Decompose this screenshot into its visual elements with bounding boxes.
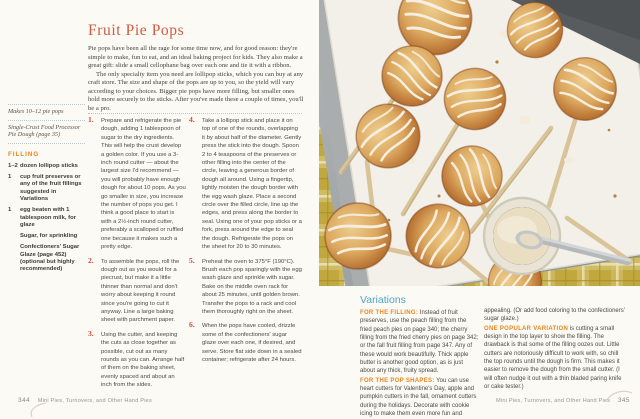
ingredient-qty: 1: [8, 174, 12, 181]
variation-lead: ONE POPULAR VARIATION: [484, 325, 569, 332]
pie-pops-illustration: [319, 0, 640, 286]
ingredient-item: [8, 207, 85, 229]
step-1: [88, 117, 186, 252]
ingredient-text: Confectioners' Sugar Glaze (page 452) (optional but highly recommended): [20, 244, 80, 273]
filling-header: FILLING: [8, 150, 40, 158]
ingredient-text: Sugar, for sprinkling: [20, 233, 78, 240]
yield-note: Makes 10–12 pie pops: [8, 108, 64, 115]
dough-reference: Single-Crust Food Processor Pie Dough (page 35): [8, 123, 81, 139]
footer-flourish: [26, 402, 48, 418]
step-2: [88, 255, 186, 325]
ingredient-qty: 1: [8, 207, 12, 214]
ingredient-item: [8, 244, 85, 273]
ingredient-item: [8, 163, 85, 170]
variation-text: is cutting a small design in the top layer to show the filling. The drawback is that some of the filling oozes out. Little cutters are notoriously difficult to work with, so chill the top rounds until the dough is firm. This makes it easier to remove the dough from the small cutter. (I will often nudge it out with a thin bladed paring knife or cake tester.): [484, 325, 622, 391]
divider: [88, 113, 302, 114]
ingredient-list: [8, 163, 85, 274]
ingredient-qty: [8, 244, 20, 273]
step-text: When the pops have cooled, drizzle some of the confectioners' sugar glaze over each one, if desired, and serve. Store flat side down in a sealed container; refrigerate after 24 hours.: [202, 323, 302, 363]
variation-lead: FOR THE FILLING:: [360, 310, 419, 316]
variations-column-1: [360, 309, 479, 419]
ingredient-item: [8, 174, 85, 203]
step-text: Preheat the oven to 375°F (190°C). Brush each pop sparingly with the egg wash glaze and sprinkle with sugar. Bake on the middle oven rack for about 25 minutes, until golden brown. Transfer the pops to a rack and cool them thoroughly right on the sheet.: [202, 258, 302, 315]
variation-text: appealing. (Or add food coloring to the confectioners' sugar glaze.): [484, 308, 625, 323]
variation-paragraph: [360, 377, 479, 419]
variations-column-2: [484, 307, 627, 392]
recipe-headnote: [88, 45, 304, 113]
divider: [8, 143, 85, 144]
step-number: 2.: [88, 255, 94, 265]
right-chapter-title: Mini Pies, Turnovers, and Other Hand Pies: [496, 398, 611, 404]
ingredient-text: dozen lollipop sticks: [20, 162, 78, 169]
ingredient-item: [8, 233, 85, 240]
step-number: 6.: [189, 320, 195, 330]
step-number: 5.: [189, 255, 195, 265]
step-5: [189, 255, 302, 317]
left-page-number: 344: [18, 397, 31, 404]
instructions-column-1: [88, 117, 186, 396]
step-6: [189, 322, 302, 364]
step-text: Using the cutter, and keeping the cuts as close together as possible, cut out as many rounds as you can. Arrange half of them on the baking sheet, evenly spaced and about an inch from the sides.: [101, 331, 185, 389]
headnote-paragraph: Pie pops have been all the rage for some time now, and for good reason: they're simple to make, fun to eat, and an ideal baking project for kids. They also make a great gift: slide a small cellophane bag over each one and tie it with a ribbon.: [88, 45, 303, 70]
left-chapter-title: Mini Pies, Turnovers, and Other Hand Pies: [37, 398, 152, 404]
ingredient-qty: [8, 233, 20, 240]
recipe-photo: [319, 0, 640, 286]
step-4: [189, 117, 302, 252]
headnote-paragraph: The only specialty item you need are lollipop sticks, which you can buy at any craft store. The size and shape of the pops are up to you, so the yield will vary according to your choices. Bigger pie pops have more filling, but smaller ones hold more securely to the sticks. After you've made these a couple of times, you'll be a pro.: [88, 70, 304, 112]
step-number: 4.: [189, 115, 195, 124]
step-text: Take a lollipop stick and place it on top of one of the rounds, overlapping it by about half of the diameter. Gently press the stick into the dough. Spoon 2 to 4 teaspoons of the preserves or other filling into the center of the circle, leaving a generous border of dough all around. Using a fingertip, lightly moisten the dough border with the egg wash glaze. Place a second circle over the filled circle, line up the edges, and press along the border to seal. Using one of your pop sticks or a fork, press around the edge to seal the dough. Refrigerate the pops on the sheet for 20 to 30 minutes.: [202, 118, 302, 251]
step-3: [88, 328, 186, 390]
step-number: 1.: [88, 115, 94, 124]
variation-text: Instead of fruit preserves, use the peach filling from the fried peach pies on page 340; the cherry filling from the fried cherry pies on page 342; or the fall fruit filling from page 347. Any of these would work beautifully. Thick apple butter is another good option, as is just about any thick, fruity spread.: [360, 310, 479, 375]
recipe-title: Fruit Pie Pops: [88, 22, 185, 39]
step-number: 3.: [88, 328, 94, 338]
recipe-sidebar: [8, 104, 85, 278]
right-page-number: 345: [617, 397, 630, 404]
variations-heading: Variations: [360, 294, 406, 306]
variation-text: You can use heart cutters for Valentine's Day, apple and pumpkin cutters in the fall, ornament cutters during the holidays. Decorate with cookie icing to make them even more fun and: [360, 377, 477, 418]
variation-lead: FOR THE POP SHAPES:: [360, 377, 435, 384]
step-text: To assemble the pops, roll the dough out as you would for a piecrust, but make it a little thinner than normal and don't worry about keeping it round since you're going to cut it anyway. Line a large baking sheet with parchment paper.: [101, 258, 180, 324]
step-text: Prepare and refrigerate the pie dough, adding 1 tablespoon of sugar to the dry ingredients. This will help the crust develop a golden color. If you use a 3-inch round cutter — about the largest size I'd recommend — you will probably have enough dough for about 10 pops. As you go smaller in size, you increase the number of pops you get. I think a good place to start is with a 2½-inch round cutter, preferably a scalloped or ruffled one because it makes such a pretty edge.: [101, 118, 186, 251]
ingredient-qty: 1–2: [8, 162, 18, 169]
variation-paragraph: [484, 325, 627, 392]
variation-paragraph: [484, 307, 627, 324]
instructions-column-2: [189, 117, 302, 370]
ingredient-text: egg beaten with 1 tablespoon milk, for glaze: [20, 207, 76, 228]
variation-paragraph: [360, 309, 479, 376]
footer-flourish: [604, 388, 634, 402]
ingredient-text: cup fruit preserves or any of the fruit fillings suggested in Variations: [20, 174, 82, 202]
